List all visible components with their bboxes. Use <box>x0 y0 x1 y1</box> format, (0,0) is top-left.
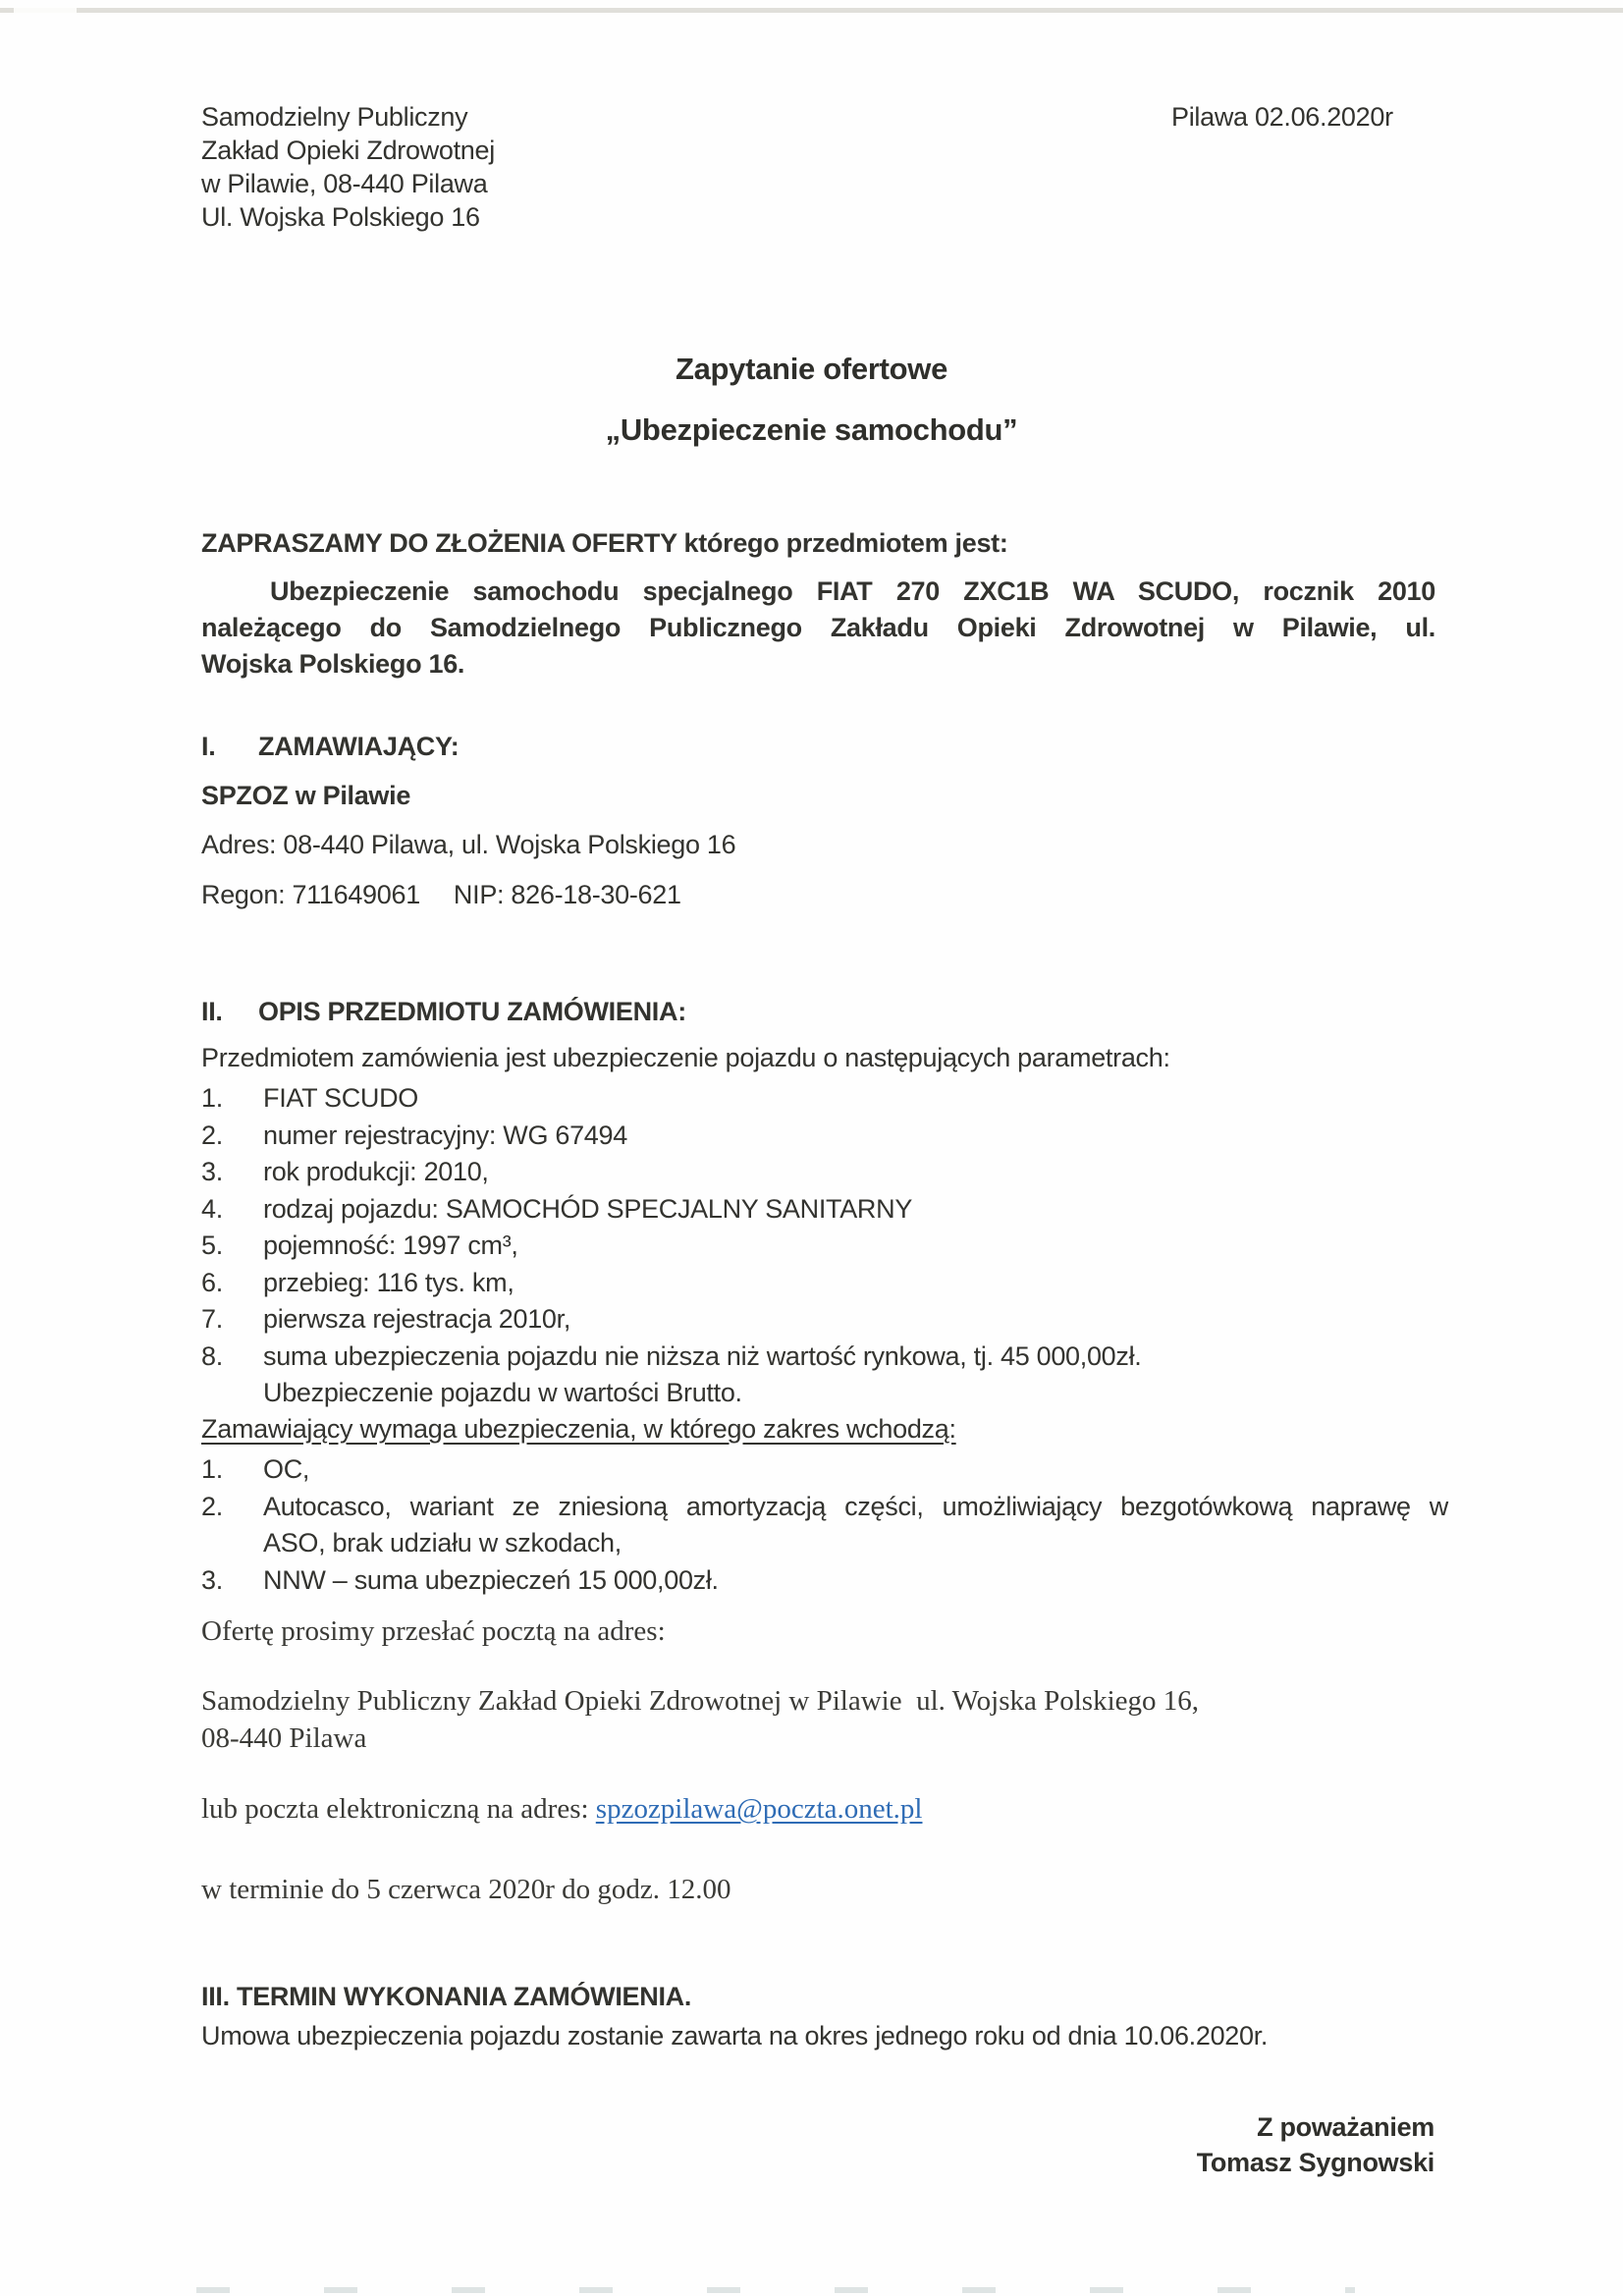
mail-intro: Ofertę prosimy przesłać pocztą na adres: <box>201 1615 666 1647</box>
item-text-line: ASO, brak udziału w szkodach, <box>263 1528 622 1558</box>
vehicle-params-list <box>201 1080 1448 1412</box>
item-number: 7. <box>201 1304 223 1334</box>
item-text <box>263 1489 1448 1562</box>
item-text: pojemność: 1997 cm³, <box>263 1230 518 1260</box>
signature-block <box>1197 2109 1434 2180</box>
scan-artifact-bottom <box>196 2287 1355 2293</box>
item-number: 8. <box>201 1340 223 1371</box>
scan-artifact-top <box>0 8 1623 13</box>
vehicle-param-item <box>201 1154 1448 1191</box>
coverage-heading: Zamawiający wymaga ubezpieczenia, w którego zakres wchodzą: <box>201 1414 956 1444</box>
section-i-heading <box>201 732 459 762</box>
item-number: 2. <box>201 1120 223 1150</box>
postal-address-line: 08-440 Pilawa <box>201 1722 367 1754</box>
item-number: 2. <box>201 1491 223 1521</box>
item-text: OC, <box>263 1454 310 1484</box>
item-number: 4. <box>201 1193 223 1224</box>
sender-line: Zakład Opieki Zdrowotnej <box>201 136 495 165</box>
item-number: 5. <box>201 1230 223 1260</box>
submission-deadline: w terminie do 5 czerwca 2020r do godz. 12.00 <box>201 1874 731 1905</box>
email-label: lub poczta elektroniczną na adres: <box>201 1793 596 1825</box>
vehicle-param-item <box>201 1191 1448 1229</box>
ordering-party-ids <box>201 880 681 910</box>
item-text: numer rejestracyjny: WG 67494 <box>263 1120 627 1150</box>
item-number: 1. <box>201 1454 223 1484</box>
item-text-line: Ubezpieczenie pojazdu w wartości Brutto. <box>263 1378 742 1407</box>
item-text: rok produkcji: 2010, <box>263 1157 489 1186</box>
invitation-heading: ZAPRASZAMY DO ZŁOŻENIA OFERTY którego przedmiotem jest: <box>201 528 1008 558</box>
letter-date: Pilawa 02.06.2020r <box>1171 102 1393 132</box>
item-text <box>263 1339 1448 1412</box>
coverage-item <box>201 1489 1448 1562</box>
item-text: pierwsza rejestracja 2010r, <box>263 1304 571 1334</box>
subject-intro: Przedmiotem zamówienia jest ubezpieczenie pojazdu o następujących parametrach: <box>201 1043 1170 1072</box>
item-number: 3. <box>201 1157 223 1186</box>
document-subtitle: „Ubezpieczenie samochodu” <box>605 412 1018 447</box>
contract-term-text: Umowa ubezpieczenia pojazdu zostanie zawarta na okres jednego roku od dnia 10.06.2020r. <box>201 2021 1269 2050</box>
sender-line: w Pilawie, 08-440 Pilawa <box>201 169 488 198</box>
section-ii-label: OPIS PRZEDMIOTU ZAMÓWIENIA: <box>258 997 686 1026</box>
email-line <box>201 1793 922 1826</box>
vehicle-param-item <box>201 1228 1448 1265</box>
item-text: FIAT SCUDO <box>263 1083 419 1113</box>
postal-address-line: Samodzielny Publiczny Zakład Opieki Zdrowotnej w Pilawie ul. Wojska Polskiego 16, <box>201 1685 1200 1717</box>
ordering-party-name: SPZOZ w Pilawie <box>201 781 411 810</box>
signature-closing: Z poważaniem <box>1257 2112 1434 2142</box>
item-text-line: suma ubezpieczenia pojazdu nie niższa niż wartość rynkowa, tj. 45 000,00zł. <box>263 1340 1142 1371</box>
section-iii-heading: III. TERMIN WYKONANIA ZAMÓWIENIA. <box>201 1982 692 2011</box>
document-title: Zapytanie ofertowe <box>675 352 948 386</box>
item-number: 6. <box>201 1267 223 1297</box>
ordering-party-address: Adres: 08-440 Pilawa, ul. Wojska Polskiego 16 <box>201 830 736 859</box>
item-number: 1. <box>201 1083 223 1113</box>
invitation-body <box>201 574 1435 683</box>
vehicle-param-item <box>201 1265 1448 1302</box>
signature-name: Tomasz Sygnowski <box>1196 2148 1434 2177</box>
item-text: rodzaj pojazdu: SAMOCHÓD SPECJALNY SANITARNY <box>263 1193 913 1224</box>
section-ii-heading <box>201 997 686 1027</box>
item-text-line: Autocasco, wariant ze zniesioną amortyzacją części, umożliwiający bezgotówkową naprawę w <box>263 1491 1448 1521</box>
invitation-body-line: Ubezpieczenie samochodu specjalnego FIAT 270 ZXC1B WA SCUDO, rocznik 2010 <box>270 576 1435 606</box>
sender-line: Samodzielny Publiczny <box>201 102 468 132</box>
vehicle-param-item <box>201 1080 1448 1118</box>
vehicle-param-item <box>201 1301 1448 1339</box>
ordering-party-regon: Regon: 711649061 <box>201 880 420 909</box>
section-i-number: I. <box>201 732 216 761</box>
vehicle-param-item <box>201 1339 1448 1412</box>
invitation-body-line: Wojska Polskiego 16. <box>201 649 465 679</box>
section-ii-number: II. <box>201 997 223 1026</box>
coverage-item <box>201 1451 1448 1489</box>
item-text: NNW – suma ubezpieczeń 15 000,00zł. <box>263 1564 719 1595</box>
sender-address-block <box>201 100 495 234</box>
coverage-item <box>201 1562 1448 1600</box>
sender-line: Ul. Wojska Polskiego 16 <box>201 202 480 232</box>
ordering-party-nip: NIP: 826-18-30-621 <box>453 880 681 909</box>
vehicle-param-item <box>201 1118 1448 1155</box>
coverage-list <box>201 1451 1448 1599</box>
item-text: przebieg: 116 tys. km, <box>263 1267 514 1297</box>
item-number: 3. <box>201 1564 223 1595</box>
section-i-label: ZAMAWIAJĄCY: <box>258 732 460 761</box>
scan-artifact-top-gap <box>14 8 77 13</box>
email-link[interactable]: spzozpilawa@poczta.onet.pl <box>595 1793 923 1825</box>
invitation-body-line: należącego do Samodzielnego Publicznego Zakładu Opieki Zdrowotnej w Pilawie, ul. <box>201 613 1435 642</box>
